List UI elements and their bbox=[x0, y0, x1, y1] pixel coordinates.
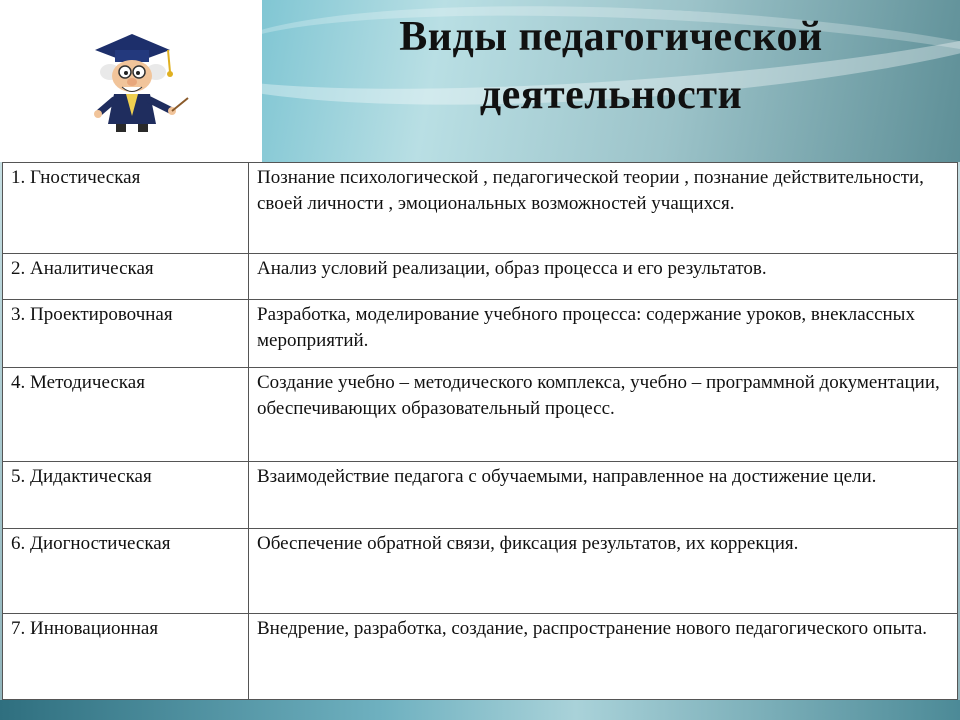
activity-type-cell: 5. Дидактическая bbox=[3, 462, 249, 529]
professor-icon bbox=[70, 20, 190, 135]
activity-description-cell: Создание учебно – методического комплекса, учебно – программной документации, обеспечивающих образовательный процесс. bbox=[249, 368, 958, 462]
table-row bbox=[3, 368, 958, 462]
activity-type-cell: 1. Гностическая bbox=[3, 163, 249, 254]
table-row bbox=[3, 163, 958, 254]
activity-description-cell: Познание психологической , педагогической теории , познание действительности, своей личности , эмоциональных возможностей учащихся. bbox=[249, 163, 958, 254]
slide-title-line: Виды педагогической bbox=[399, 14, 823, 60]
bottom-decor-band bbox=[0, 700, 960, 720]
activities-table bbox=[2, 162, 958, 700]
table-row bbox=[3, 529, 958, 614]
activity-description-cell: Внедрение, разработка, создание, распространение нового педагогического опыта. bbox=[249, 614, 958, 700]
activity-type-cell: 6. Диогностическая bbox=[3, 529, 249, 614]
slide-title-line: деятельности bbox=[479, 72, 743, 118]
logo-box bbox=[0, 0, 262, 162]
activity-type-cell: 3. Проектировочная bbox=[3, 300, 249, 368]
activity-type-cell: 4. Методическая bbox=[3, 368, 249, 462]
activity-description-cell: Анализ условий реализации, образ процесса и его результатов. bbox=[249, 254, 958, 300]
table-row bbox=[3, 462, 958, 529]
activity-description-cell: Разработка, моделирование учебного процесса: содержание уроков, внеклассных мероприятий. bbox=[249, 300, 958, 368]
activity-description-cell: Обеспечение обратной связи, фиксация результатов, их коррекция. bbox=[249, 529, 958, 614]
activity-description-cell: Взаимодействие педагога с обучаемыми, направленное на достижение цели. bbox=[249, 462, 958, 529]
activity-type-cell: 7. Инновационная bbox=[3, 614, 249, 700]
table-row bbox=[3, 254, 958, 300]
activity-type-cell: 2. Аналитическая bbox=[3, 254, 249, 300]
slide-title bbox=[262, 8, 960, 138]
table-row bbox=[3, 300, 958, 368]
table-row bbox=[3, 614, 958, 700]
